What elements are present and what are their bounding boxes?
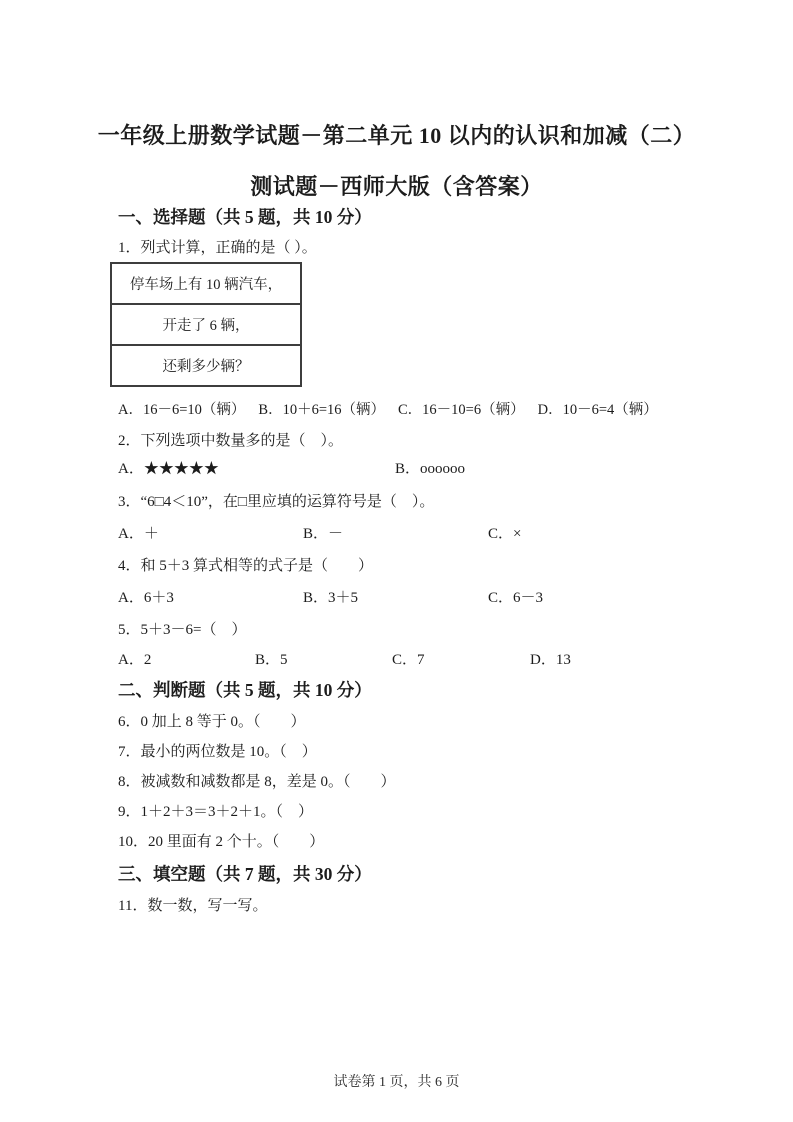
- option-item: A．6＋3: [118, 590, 174, 606]
- question-4-text: 4．和 5＋3 算式相等的式子是（ ）: [118, 558, 374, 574]
- document-title-line1: 一年级上册数学试题－第二单元 10 以内的认识和加减（二）: [97, 123, 696, 148]
- option-item: C．×: [488, 526, 522, 542]
- question-3-text: 3．“6□4＜10”，在□里应填的运算符号是（ ）。: [118, 494, 435, 510]
- question-11-text: 11．数一数，写一写。: [118, 898, 268, 914]
- option-item: A．＋: [118, 526, 159, 542]
- option-item: B．10＋6=16（辆）: [258, 402, 386, 418]
- option-item: D．10－6=4（辆）: [537, 402, 658, 418]
- option-item: C．16－10=6（辆）: [398, 402, 525, 418]
- option-item: D．13: [530, 652, 571, 668]
- document-title-line2: 测试题－西师大版（含答案）: [250, 174, 543, 199]
- option-item-stars: A．★★★★★: [118, 461, 219, 477]
- option-item: B．－: [303, 526, 344, 542]
- section-heading-judge: 二、判断题（共 5 题，共 10 分）: [118, 680, 372, 700]
- question-7-text: 7．最小的两位数是 10。（ ）: [118, 744, 317, 760]
- question-5-options: [118, 648, 738, 669]
- question-2-options: [118, 457, 738, 478]
- table-row: 还剩多少辆？: [112, 344, 300, 385]
- section-heading-choice: 一、选择题（共 5 题，共 10 分）: [118, 207, 372, 227]
- question-8-text: 8．被减数和减数都是 8，差是 0。（ ）: [118, 774, 396, 790]
- option-item: C．7: [392, 652, 425, 668]
- question-10-text: 10．20 里面有 2 个十。（ ）: [118, 834, 325, 850]
- option-item-circles: B．oooooo: [395, 461, 466, 477]
- question-2-text: 2．下列选项中数量多的是（ ）。: [118, 433, 344, 449]
- option-item: A．16－6=10（辆）: [118, 402, 246, 418]
- question-5-text: 5．5＋3－6=（ ）: [118, 622, 247, 638]
- question-3-options: [118, 522, 738, 543]
- question-1-options: [118, 398, 718, 419]
- option-item: C．6－3: [488, 590, 544, 606]
- question-1-text: 1．列式计算，正确的是（ ）。: [118, 240, 317, 256]
- table-row: 停车场上有 10 辆汽车，: [129, 277, 283, 293]
- option-item: B．5: [255, 652, 288, 668]
- question-6-text: 6．0 加上 8 等于 0。（ ）: [118, 714, 306, 730]
- question-4-options: [118, 586, 738, 607]
- section-heading-fill-blank: 三、填空题（共 7 题，共 30 分）: [118, 864, 372, 884]
- page-footer: 试卷第 1 页，共 6 页: [333, 1075, 460, 1090]
- table-row: 开走了 6 辆，: [112, 303, 300, 344]
- option-item: B．3＋5: [303, 590, 359, 606]
- question-9-text: 9．1＋2＋3＝3＋2＋1。（ ）: [118, 804, 314, 820]
- question-1-story-table: [110, 262, 302, 387]
- option-item: A．2: [118, 652, 152, 668]
